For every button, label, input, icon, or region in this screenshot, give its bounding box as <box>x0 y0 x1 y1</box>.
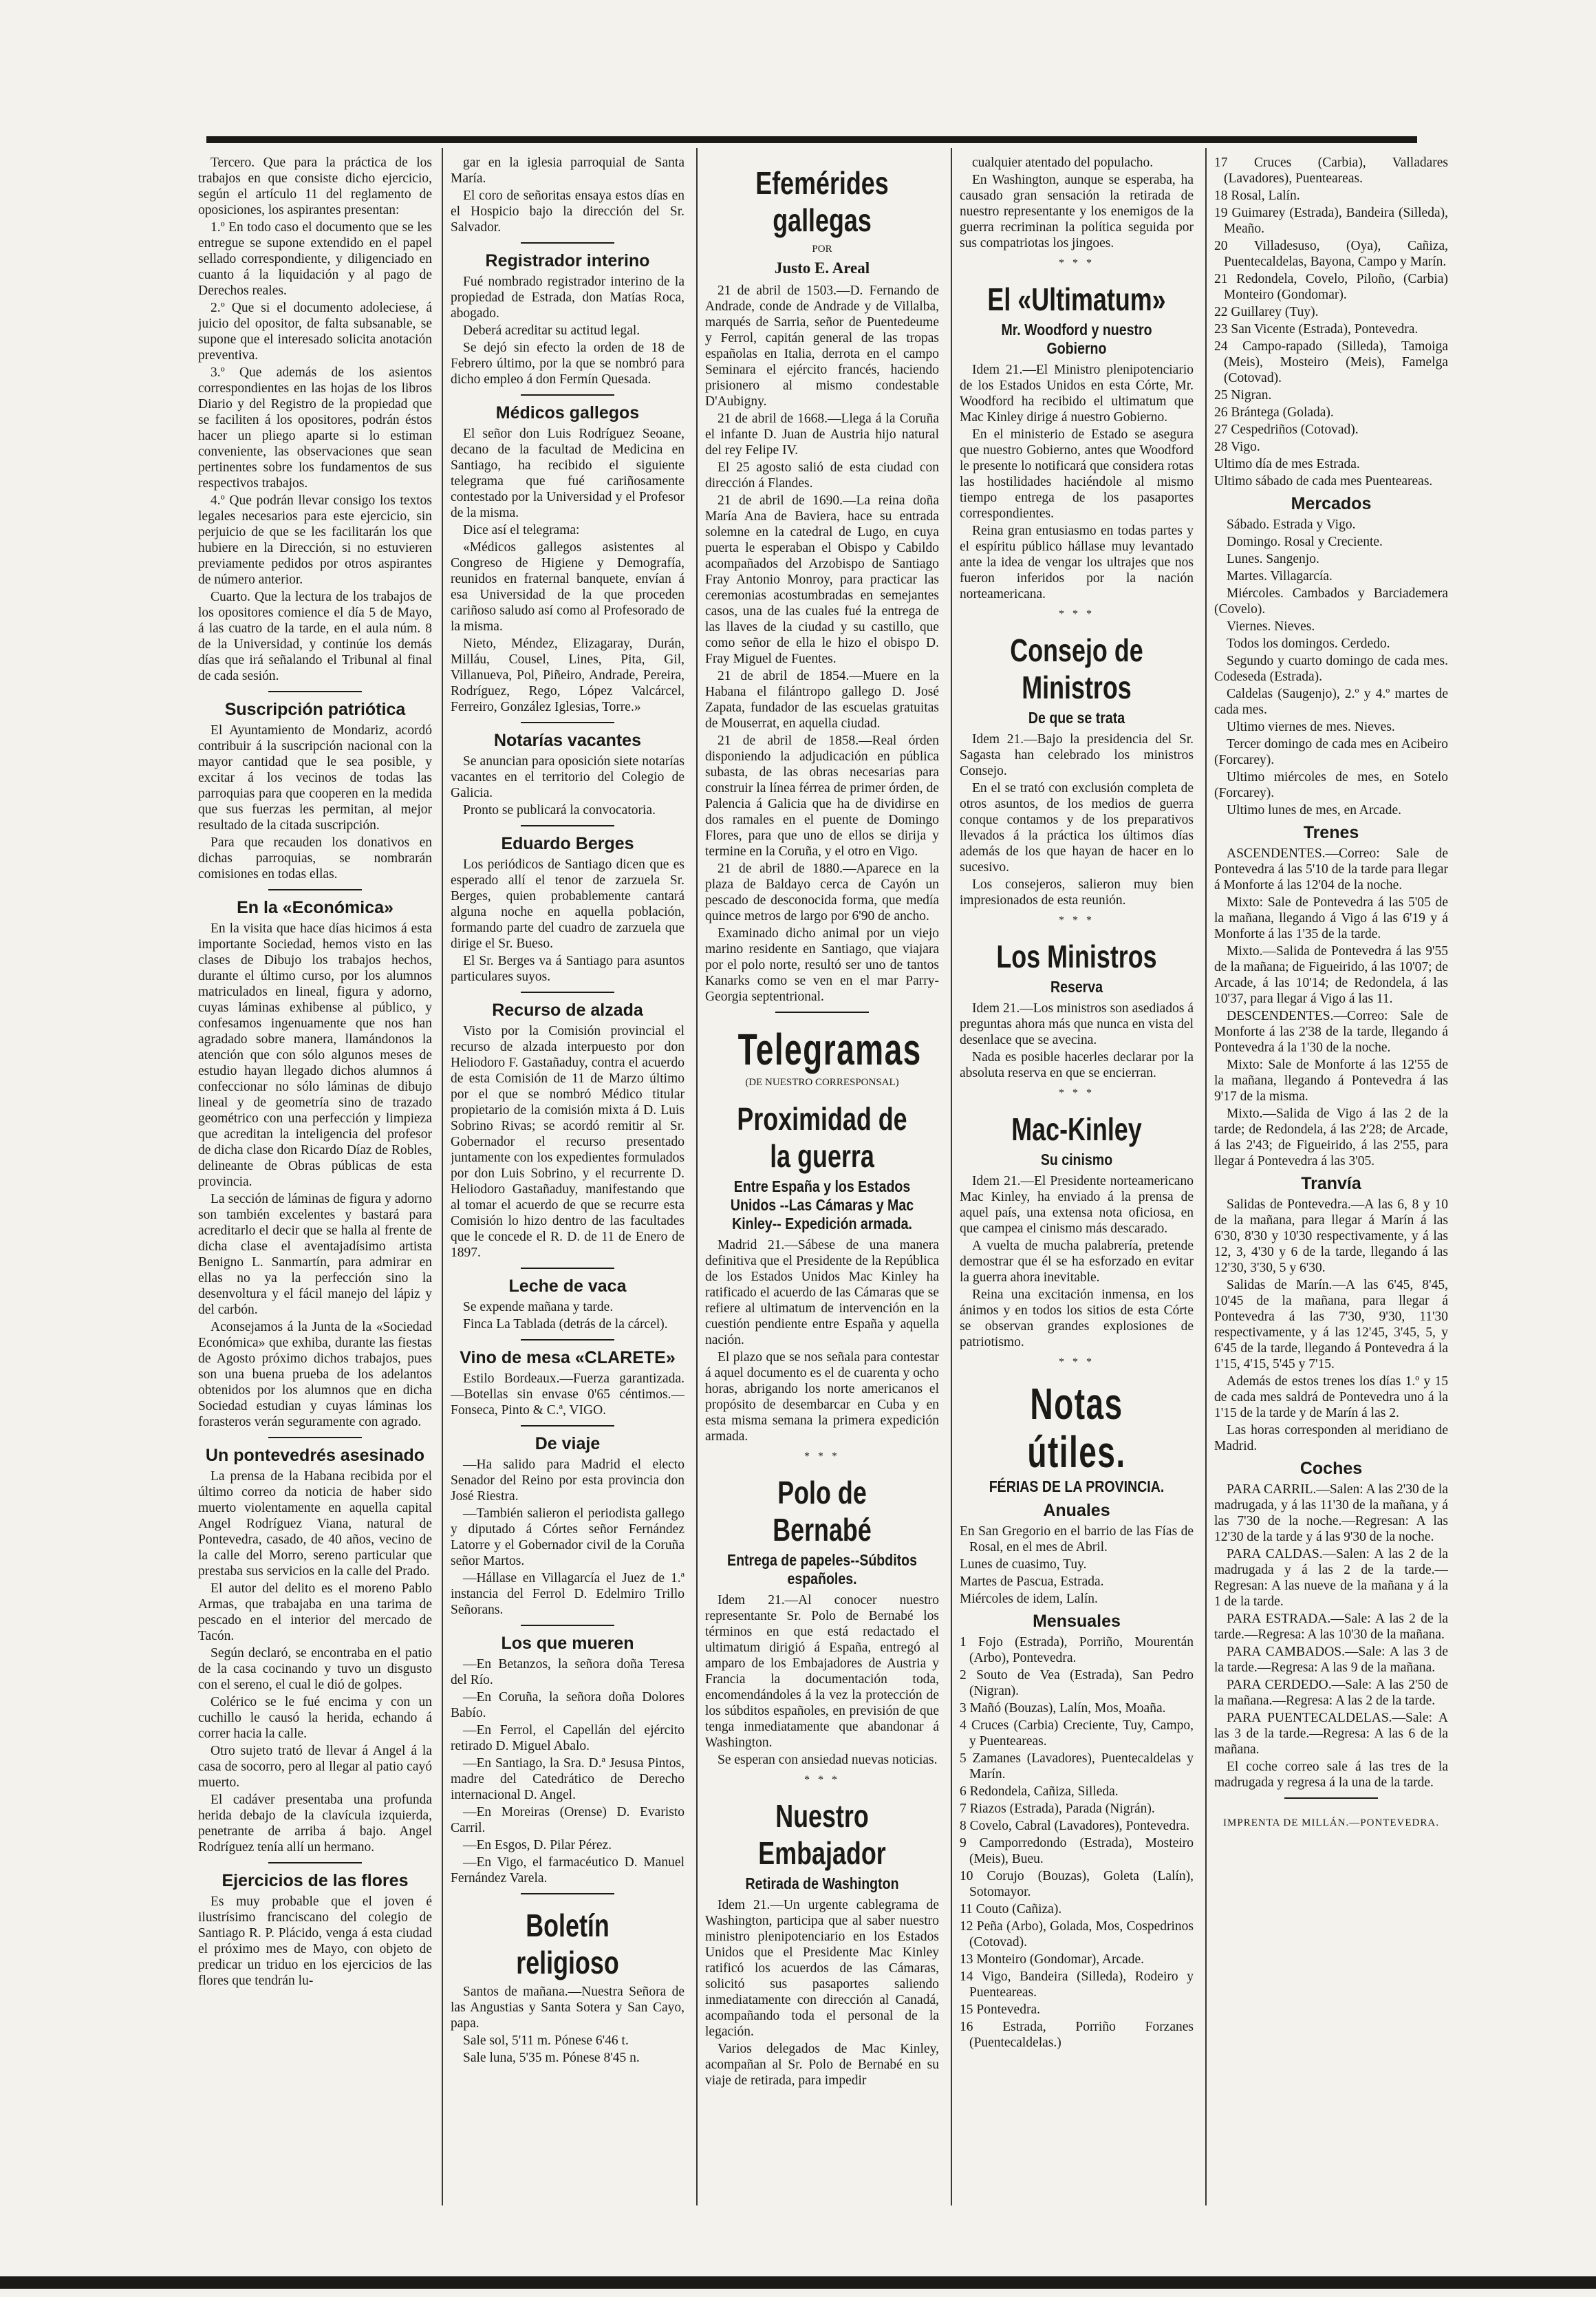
boletin-heading: Boletín religioso <box>516 1908 619 1980</box>
stars-ornament: * * * <box>804 1451 840 1462</box>
stars-ornament: * * * <box>1059 915 1094 926</box>
bottom-rule <box>0 2276 1596 2289</box>
paragraph: El coche correo sale á las tres de la madrugada y regresa á la una de la tarde. <box>1214 1760 1448 1790</box>
paragraph: El Sr. Berges va á Santiago para asuntos particulares suyos. <box>451 954 684 984</box>
article-body <box>960 731 1194 908</box>
article-body <box>960 1634 1194 2051</box>
paragraph: Se esperan con ansiedad nuevas noticias. <box>718 1753 938 1767</box>
paragraph: 21 de abril de 1880.—Aparece en la plaza de Baldayo cerca de Cayón un pescado de desconocida forma, que medía quince metros de largo por 6'90 de ancho. <box>705 862 939 923</box>
ferias-heading: FÉRIAS DE LA PROVINCIA. <box>989 1477 1165 1495</box>
paragraph: 4.º Que podrán llevar consigo los textos legales necesarios para este ejercicio, sin perjuicio de que se les facilitarán los que hubiere en la Dirección, si no estuvieren previamente pedidos por otros aspirantes de número anterior. <box>198 493 432 587</box>
mensuales-heading: Mensuales <box>1033 1612 1121 1631</box>
column-4 <box>960 155 1194 2212</box>
stars-ornament: * * * <box>1059 1356 1094 1368</box>
paragraph: Examinado dicho animal por un viejo marino residente en Santiago, que viajara por el polo norte, resultó ser uno de tantos Kanarks como se ven en el mar Parry-Georgia septentrional. <box>705 926 939 1004</box>
paragraph: 2.º Que si el documento adoleciese, á juicio del opositor, de falta subsanable, se supone que el interesado solicita anotación preventiva. <box>198 301 432 363</box>
paragraph: 10 Corujo (Bouzas), Goleta (Lalín), Sotomayor. <box>960 1869 1194 1899</box>
paragraph: Domingo. Rosal y Creciente. <box>1227 535 1383 549</box>
paragraph: gar en la iglesia parroquial de Santa María. <box>451 156 684 186</box>
paragraph: ASCENDENTES.—Correo: Sale de Pontevedra á las 5'10 de la tarde para llegar á Monforte á las 12'04 de la noche. <box>1214 846 1448 893</box>
paragraph: Ultimo lunes de mes, en Arcade. <box>1227 803 1401 818</box>
paragraph: Idem 21.—Bajo la presidencia del Sr. Sagasta han celebrado los ministros Consejo. <box>960 732 1194 778</box>
article-body <box>705 1592 939 1768</box>
section-heading: Suscripción patriótica <box>224 700 406 719</box>
telegram-heading: Polo de Bernabé <box>773 1475 872 1548</box>
paragraph: Sale sol, 5'11 m. Pónese 6'46 t. <box>463 2033 629 2048</box>
paragraph: cualquier atentado del populacho. <box>972 156 1154 170</box>
paragraph: 21 de abril de 1668.—Llega á la Coruña el infante D. Juan de Austria hijo natural del rey Felipe IV. <box>705 412 939 458</box>
telegramas-heading: Telegramas <box>737 1025 922 1074</box>
paragraph: Los periódicos de Santiago dicen que es esperado allí el tenor de zarzuela Sr. Berges, quien probablemente cantará alguna noche en aquella población, formando parte del cuadro de zarzuela que dirige el Sr. Bueso. <box>451 857 684 951</box>
paragraph: La sección de láminas de figura y adorno son también excelentes y bastará para acreditarlo el decir que se halla al frente de dicha clase el aventajadísimo artista Benigno L. Sanmartín, para admirar en ellas no ya la perfección sino la desenvoltura y el fácil manejo del lápiz y del carbón. <box>198 1192 432 1317</box>
paragraph: 2 Souto de Vea (Estrada), San Pedro (Nigran). <box>960 1668 1194 1698</box>
paragraph: PARA CALDAS.—Salen: A las 2 de la madrugada y á las 2 de la tarde.—Regresan: A las nueve de la mañana y á la 1 de la tarde. <box>1214 1547 1448 1609</box>
paragraph: 21 de abril de 1690.—La reina doña María Ana de Baviera, hace su entrada solemne en la catedral de Lugo, en cuya puerta le esperaban el Obispo y Cabildo acompañados del Arzobispo de Santiago Fray Antonio Monroy, para practicar las ceremonias acostumbradas en semejantes casos, una de las cuales fué la entrega de las llaves de la ciudad y su castillo, que como señor de ella le hizo el obispo D. Fray Miguel de Fuentes. <box>705 493 939 666</box>
paragraph: Miércoles. Cambados y Barciademera (Covelo). <box>1214 586 1448 617</box>
section-heading: Médicos gallegos <box>495 403 640 423</box>
paragraph: Sale luna, 5'35 m. Pónese 8'45 n. <box>463 2051 640 2065</box>
column-5 <box>1214 155 1448 2212</box>
paragraph: —En Santiago, la Sra. D.ª Jesusa Pintos, madre del Catedrático de Derecho internacional D. Angel. <box>451 1756 684 1802</box>
telegram-heading: Nuestro Embajador <box>758 1798 886 1871</box>
paragraph: Caldelas (Saugenjo), 2.º y 4.º martes de cada mes. <box>1214 687 1448 717</box>
article-body <box>1214 1197 1448 1454</box>
section-separator <box>451 1890 684 1897</box>
telegram-heading: Los Ministros <box>996 939 1157 974</box>
paragraph: El autor del delito es el moreno Pablo Armas, que trabajaba en una tarima de pescado en el interior del mercado de Tacón. <box>198 1581 432 1643</box>
paragraph: Reina una excitación inmensa, en los ánimos y en todos los sitios de esta Córte se observan grandes explosiones de patriotismo. <box>960 1288 1194 1349</box>
paragraph: En el ministerio de Estado se asegura que nuestro Gobierno, antes que Woodford le presente lo notificará que considera rotas las hostilidades haciéndole al mismo tiempo entrega de los pasaportes correspondientes. <box>960 427 1194 521</box>
paragraph: 18 Rosal, Lalín. <box>1214 189 1300 203</box>
section-separator <box>451 822 684 829</box>
paragraph: PARA ESTRADA.—Sale: A las 2 de la tarde.—Regresa: A las 10'30 de la mañana. <box>1214 1612 1448 1642</box>
paragraph: PARA PUENTECALDELAS.—Sale: A las 3 de la tarde.—Regresa: A las 6 de la mañana. <box>1214 1711 1448 1757</box>
paragraph: 21 de abril de 1854.—Muere en la Habana el filántropo gallego D. José Zapata, fundador de las escuelas gratuitas de Mouserrat, en aquella ciudad. <box>705 669 939 731</box>
paragraph: Salidas de Marín.—A las 6'45, 8'45, 10'45 de la mañana, para llegar á Pontevedra á las 7'30, 9'30, 11'30 respectivamente, y á las 12'45, 3'45, 5, y 6'45 de la tarde, llegando á Pontevedra á la 1'15, 4'15, 5'45 y 7'15. <box>1214 1278 1448 1371</box>
article-body <box>705 1237 939 1444</box>
paragraph: —En Vigo, el farmacéutico D. Manuel Fernández Varela. <box>451 1855 684 1885</box>
paragraph: 4 Cruces (Carbia) Creciente, Tuy, Campo, y Puenteareas. <box>960 1718 1194 1749</box>
paragraph: En San Gregorio en el barrio de las Fías de Rosal, en el mes de Abril. <box>960 1524 1194 1555</box>
article-body <box>451 1984 684 2066</box>
paragraph: 3 Mañó (Bouzas), Lalín, Mos, Moaña. <box>960 1701 1166 1716</box>
paragraph: —También salieron el periodista gallego y diputado á Córtes señor Fernández Latorre y el Gobernador civil de la Coruña señor Martos. <box>451 1506 684 1568</box>
byline-por: POR <box>812 244 832 255</box>
paragraph: —En Ferrol, el Capellán del ejército retirado D. Miguel Abalo. <box>451 1723 684 1753</box>
paragraph: Colérico se le fué encima y con un cuchillo le causó la herida, echando á correr hacia la calle. <box>198 1695 432 1741</box>
section-separator <box>451 1265 684 1272</box>
article-body <box>451 857 684 985</box>
article-body <box>198 921 432 1430</box>
article-body <box>198 1468 432 1855</box>
telegram-subheading: Su cinismo <box>1040 1151 1113 1168</box>
paragraph: 26 Brántega (Golada). <box>1214 405 1334 420</box>
column-3 <box>705 155 939 2212</box>
article-body <box>451 1371 684 1418</box>
telegram-subheading: De que se trata <box>1028 709 1125 727</box>
paragraph: El plazo que se nos señala para contestar á aquel documento es el de cuarenta y ocho horas, abrigando los norte americanos el propósito de desembarcar en Cuba y en esta misma semana la primera expedición armada. <box>705 1350 939 1444</box>
paragraph: Las horas corresponden al meridiano de Madrid. <box>1214 1423 1448 1453</box>
section-separator <box>451 1622 684 1629</box>
paragraph: —En Betanzos, la señora doña Teresa del Río. <box>451 1657 684 1687</box>
section-separator <box>198 1859 432 1866</box>
paragraph: 16 Estrada, Porriño Forzanes (Puentecaldelas.) <box>960 2020 1194 2050</box>
section-separator <box>1214 1795 1448 1802</box>
paragraph: 1.º En todo caso el documento que se les entregue se supone extendido en el papel sellado correspondiente, y diligenciado en cuanto á la liquidación y al pago de Derechos reales. <box>198 220 432 298</box>
paragraph: Es muy probable que el joven é ilustrísimo franciscano del colegio de Santiago R. P. Plácido, venga á esta ciudad el próximo mes de Mayo, con objeto de predicar un triduo en los ejercicios de las flores que tendrán lu- <box>198 1894 432 1988</box>
paragraph: El señor don Luis Rodríguez Seoane, decano de la facultad de Medicina en Santiago, ha recibido el siguiente telegrama que fué cariñosamente contestado por la Universidad y el Profesor de la misma. <box>451 427 684 520</box>
paragraph: Idem 21.—Los ministros son asediados á preguntas ahora más que nunca en vista del desenlace que se avecina. <box>960 1001 1194 1047</box>
paragraph: 24 Campo-rapado (Silleda), Tamoiga (Meis), Mosteiro (Meis), Famelga (Cotovad). <box>1214 339 1448 385</box>
paragraph: Ultimo viernes de mes. Nieves. <box>1227 720 1395 734</box>
paragraph: Pronto se publicará la convocatoria. <box>463 803 656 818</box>
article-body <box>198 155 432 684</box>
paragraph: DESCENDENTES.—Correo: Sale de Monforte á las 2'38 de la tarde, llegando á Pontevedra á la 1'30 de la noche. <box>1214 1009 1448 1055</box>
article-body <box>1214 517 1448 818</box>
article-body <box>705 283 939 1005</box>
paragraph: 21 Redondela, Covelo, Piloño, (Carbia) Monteiro (Gondomar). <box>1214 272 1448 302</box>
article-body <box>1214 1482 1448 1791</box>
paragraph: Se expende mañana y tarde. <box>463 1300 614 1314</box>
paragraph: Aconsejamos á la Junta de la «Sociedad Económica» que exhiba, durante las fiestas de Agosto próximo dichos trabajos, pues son una buena prueba de los adelantos obtenidos por los alumnos que en dicha Sociedad estudian y cuyas láminas los forasteros verán seguramente con agrado. <box>198 1320 432 1429</box>
top-rule <box>206 136 1417 143</box>
column-rule <box>951 148 952 2205</box>
paragraph: Fué nombrado registrador interino de la propiedad de Estrada, don Matías Roca, abogado. <box>451 275 684 321</box>
paragraph: 5 Zamanes (Lavadores), Puentecaldelas y Marín. <box>960 1751 1194 1782</box>
article-body <box>198 1894 432 1989</box>
paragraph: 12 Peña (Arbo), Golada, Mos, Cospedrinos (Cotovad). <box>960 1919 1194 1949</box>
section-heading: Mercados <box>1291 494 1372 513</box>
efemerides-heading: Efemérides gallegas <box>755 165 889 238</box>
section-separator <box>451 719 684 726</box>
paragraph: Según declaró, se encontraba en el patio de la casa cocinando y tuvo un disgusto con el sereno, el cual le dió de golpes. <box>198 1646 432 1692</box>
telegram-subheading: Retirada de Washington <box>745 1874 899 1892</box>
paragraph: Ultimo sábado de cada mes Puenteareas. <box>1214 474 1433 489</box>
paragraph: Visto por la Comisión provincial el recurso de alzada interpuesto por don Heliodoro F. Gastañaduy, contra el acuerdo de esta Comisión de 11 de Marzo último por el que se nombró Médico titular propietario de la comisión mixta á D. Luis Sobrino Rivas; se acordó remitir al Sr. Gobernador el recurso presentado juntamente con los expedientes formulados por don Luis Sobrino, y el recurrente D. Heliodoro Gastañaduy, manifestando que al tomar el acuerdo de que se recurre esta Comisión lo hizo dentro de las facultades que le concede el R. D. de 11 de Enero de 1897. <box>451 1024 684 1260</box>
printer-imprint: IMPRENTA DE MILLÁN.—PONTEVEDRA. <box>1223 1817 1439 1828</box>
section-heading: En la «Económica» <box>237 898 393 917</box>
column-1 <box>198 155 432 2212</box>
paragraph: Se dejó sin efecto la orden de 18 de Febrero último, por la que se nombró para dicho empleo á don Fermín Quesada. <box>451 341 684 387</box>
paragraph: Martes. Villagarcía. <box>1227 569 1333 584</box>
notas-heading: Notas útiles. <box>1027 1379 1126 1477</box>
paragraph: —Ha salido para Madrid el electo Senador del Reino por esta provincia don José Riestra. <box>451 1457 684 1504</box>
article-body <box>960 1173 1194 1350</box>
section-separator <box>198 1434 432 1441</box>
paragraph: PARA CERDEDO.—Sale: A las 2'50 de la mañana.—Regresa: A las 2 de la tarde. <box>1214 1678 1448 1708</box>
article-body <box>451 426 684 715</box>
paragraph: 7 Riazos (Estrada), Parada (Nigrán). <box>960 1802 1155 1816</box>
stars-ornament: * * * <box>1059 1087 1094 1099</box>
article-body <box>1214 155 1448 489</box>
section-heading: Los que mueren <box>501 1634 634 1653</box>
paragraph: Otro sujeto trató de llevar á Angel á la casa de socorro, pero al llegar al patio cayó muerto. <box>198 1744 432 1790</box>
stars-ornament: * * * <box>804 1774 840 1786</box>
article-body <box>198 723 432 882</box>
stars-ornament: * * * <box>1059 608 1094 620</box>
paragraph: 20 Villadesuso, (Oya), Cañiza, Puentecaldelas, Bayona, Campo y Marín. <box>1214 239 1448 269</box>
article-body <box>451 754 684 818</box>
article-body <box>451 1457 684 1618</box>
paragraph: Ultimo miércoles de mes, en Sotelo (Forcarey). <box>1214 770 1448 800</box>
paragraph: 25 Nigran. <box>1214 388 1272 403</box>
section-separator <box>451 1336 684 1343</box>
paragraph: El coro de señoritas ensaya estos días en el Hospicio bajo la dirección del Sr. Salvador. <box>451 189 684 235</box>
section-separator <box>451 392 684 398</box>
section-separator <box>705 1009 939 1016</box>
paragraph: —En Esgos, D. Pilar Pérez. <box>463 1838 612 1852</box>
section-heading: Eduardo Berges <box>501 834 634 853</box>
paragraph: 8 Covelo, Cabral (Lavadores), Pontevedra. <box>960 1819 1190 1833</box>
paragraph: —En Coruña, la señora doña Dolores Babío. <box>451 1690 684 1720</box>
article-body <box>960 155 1194 251</box>
paragraph: 14 Vigo, Bandeira (Silleda), Rodeiro y Puenteareas. <box>960 1969 1194 2000</box>
article-body <box>451 155 684 235</box>
paragraph: Estilo Bordeaux.—Fuerza garantizada.—Botellas sin envase 0'65 céntimos.—Fonseca, Pinto & C.ª, VIGO. <box>451 1371 684 1418</box>
paragraph: 23 San Vicente (Estrada), Pontevedra. <box>1214 322 1419 336</box>
section-separator <box>451 239 684 246</box>
paragraph: Salidas de Pontevedra.—A las 6, 8 y 10 de la mañana, para llegar á Marín á las 6'30, 8'30 y 10'30 respectivamente, y á las 12, 3, 4'30 y 6 de la tarde, llegando á las 12'30, 3'30, 5 y 6'30. <box>1214 1197 1448 1275</box>
paragraph: 3.º Que además de los asientos correspondientes en las hojas de los libros Diario y del Registro de la propiedad que se faciliten á los opositores, podrán éstos hacer un pliego aparte si lo estiman conveniente, las observaciones que sean pertinentes sobre los fundamentos de sus respectivos trabajos. <box>198 365 432 491</box>
section-separator <box>451 989 684 996</box>
paragraph: Santos de mañana.—Nuestra Señora de las Angustias y Santa Sotera y San Cayo, papa. <box>451 1985 684 2031</box>
telegram-heading: Consejo de Ministros <box>1010 632 1143 705</box>
paragraph: El Ayuntamiento de Mondariz, acordó contribuir á la suscripción nacional con la mayor cantidad que le sea posible, y excitar á los vecinos de todas las parroquias para que cooperen en la medida que sus fuerzas les permitan, al mejor resultado de la citada suscripción. <box>198 723 432 833</box>
article-body <box>451 1299 684 1332</box>
paragraph: Martes de Pascua, Estrada. <box>960 1574 1104 1589</box>
telegramas-subtitle: (DE NUESTRO CORRESPONSAL) <box>745 1077 899 1088</box>
paragraph: Lunes de cuasimo, Tuy. <box>960 1557 1087 1572</box>
paragraph: Idem 21.—Un urgente cablegrama de Washington, participa que al saber nuestro ministro plenipotenciario en los Estados Unidos que el Presidente Mac Kinley ratificó los acuerdos de las Cámaras, solicitó sus pasaportes saliendo inmediatamente con dirección al Canadá, acompañando toda el personal de la legación. <box>705 1898 939 2039</box>
paragraph: Idem 21.—El Presidente norteamericano Mac Kinley, ha enviado á la prensa de aquel país, una extensa nota oficiosa, en que campea el cinismo más descarado. <box>960 1174 1194 1236</box>
paragraph: «Médicos gallegos asistentes al Congreso de Higiene y Demografía, reunidos en fraternal banquete, envían á esa Universidad de la que proceden cariñoso saludo así como al Profesorado de la misma. <box>451 540 684 634</box>
paragraph: Se anuncian para oposición siete notarías vacantes en el territorio del Colegio de Galicia. <box>451 754 684 800</box>
section-heading: Recurso de alzada <box>492 1001 643 1020</box>
paragraph: Nada es posible hacerles declarar por la absoluta reserva en que se encierran. <box>960 1050 1194 1080</box>
section-heading: Tranvía <box>1301 1174 1361 1193</box>
telegram-heading: El «Ultimatum» <box>987 281 1166 317</box>
paragraph: Finca La Tablada (detrás de la cárcel). <box>463 1317 668 1332</box>
article-body <box>1214 846 1448 1169</box>
paragraph: 22 Guillarey (Tuy). <box>1214 305 1319 319</box>
section-separator <box>198 688 432 695</box>
paragraph: 21 de abril de 1503.—D. Fernando de Andrade, conde de Andrade y de Villalba, marqués de Sarria, señor de Puentedeume y Ferrol, capitán general de las tropas españolas en Italia, derrota en el campo Seminara el ejército francés, haciendo prisionero al mismo condestable D'Aubigny. <box>705 284 939 409</box>
paragraph: —Hállase en Villagarcía el Juez de 1.ª instancia del Ferrol D. Edelmiro Trillo Señorans. <box>451 1571 684 1617</box>
section-heading: Vino de mesa «CLARETE» <box>460 1348 676 1367</box>
article-body <box>705 1897 939 2088</box>
paragraph: —En Moreiras (Orense) D. Evaristo Carril. <box>451 1805 684 1835</box>
section-heading: Leche de vaca <box>508 1276 627 1296</box>
paragraph: PARA CARRIL.—Salen: A las 2'30 de la madrugada, y á las 11'30 de la mañana, y á las 7'30 de la noche.—Regresan: A las 12'30 de la tarde y á las 9'30 de la noche. <box>1214 1482 1448 1544</box>
paragraph: 13 Monteiro (Gondomar), Arcade. <box>960 1952 1145 1967</box>
paragraph: En la visita que hace días hicimos á esta importante Sociedad, hemos visto en las clases de Dibujo los trabajos hechos, durante el último curso, por los alumnos matriculados en lineal, figura y adorno, cuyas láminas exhibense al público, y confesamos ingenuamente que nos han agradado sobre manera, llamándonos la atención que con sólo algunos meses de estudio hayan llegado dichos alumnos á confeccionar no sólo láminas de dibujo lineal y de geometría sino de trazado geométrico con una perfección y limpieza que acreditan la inteligencia del profesor de dicha clase don Ricardo Díaz de Robles, delineante de Obras públicas de esta provincia. <box>198 921 432 1189</box>
paragraph: El 25 agosto salió de esta ciudad con dirección á Flandes. <box>705 460 939 491</box>
article-body <box>960 1001 1194 1081</box>
section-separator <box>198 886 432 893</box>
telegram-heading: Proximidad de la guerra <box>737 1101 907 1174</box>
paragraph: 21 de abril de 1858.—Real órden disponiendo la adjudicación en pública subasta, de las obras necesarias para construir la línea férrea de primer órden, de Palencia á Galicia que ha de dividirse en dos ramales en el puente de Domingo Flores, para que uno de ellos se dirija y termine en la Coruña, y el otro en Vigo. <box>705 734 939 859</box>
section-heading: Coches <box>1300 1459 1363 1478</box>
section-heading: Registrador interino <box>485 251 650 270</box>
column-2 <box>451 155 684 2212</box>
paragraph: Ultimo día de mes Estrada. <box>1214 457 1360 471</box>
paragraph: Deberá acreditar su actitud legal. <box>463 323 640 338</box>
paragraph: Miércoles de idem, Lalín. <box>960 1592 1098 1606</box>
telegram-subheading: Mr. Woodford y nuestro Gobierno <box>1001 321 1152 357</box>
paragraph: Mixto: Sale de Monforte á las 12'55 de la mañana, llegando á Pontevedra á las 9'17 de la misma. <box>1214 1058 1448 1104</box>
column-rule <box>1205 148 1207 2205</box>
paragraph: PARA CAMBADOS.—Sale: A las 3 de la tarde.—Regresa: A las 9 de la mañana. <box>1214 1645 1448 1675</box>
paragraph: 19 Guimarey (Estrada), Bandeira (Silleda), Meaño. <box>1214 206 1448 236</box>
byline-author: Justo E. Areal <box>774 259 870 277</box>
paragraph: Para que recauden los donativos en dichas parroquias, se nombrarán comisiones en todas ellas. <box>198 835 432 882</box>
paragraph: Dice así el telegrama: <box>463 523 580 537</box>
article-body <box>451 1656 684 1886</box>
paragraph: Viernes. Nieves. <box>1227 619 1315 634</box>
paragraph: A vuelta de mucha palabrería, pretende demostrar que él se ha esforzado en evitar la guerra ahora inevitable. <box>960 1239 1194 1285</box>
paragraph: Segundo y cuarto domingo de cada mes. Codeseda (Estrada). <box>1214 654 1448 684</box>
anuales-heading: Anuales <box>1043 1501 1110 1520</box>
paragraph: 28 Vigo. <box>1214 440 1260 454</box>
paragraph: Madrid 21.—Sábese de una manera definitiva que el Presidente de la República de los Estados Unidos Mac Kinley ha ratificado el acuerdo de las Cámaras que se refiere al ultimatum de intervención en la cuestión pendiente entre España y aquella nación. <box>705 1238 939 1347</box>
stars-ornament: * * * <box>1059 257 1094 269</box>
section-separator <box>451 1422 684 1429</box>
paragraph: En el se trató con exclusión completa de otros asuntos, de los medios de guerra conque contamos y de los preparativos llevados á la práctica los últimos días además de los que hayan de hacer en lo sucesivo. <box>960 781 1194 875</box>
paragraph: Nieto, Méndez, Elizagaray, Durán, Milláu, Cousel, Lines, Pita, Gil, Villanueva, Pol, Piñeiro, Andrade, Pereira, Rodríguez, Rego, López Valcárcel, Ferreiro, González Iglesias, Torre.» <box>451 637 684 714</box>
paragraph: Sábado. Estrada y Vigo. <box>1227 517 1356 532</box>
paragraph: Lunes. Sangenjo. <box>1227 552 1319 566</box>
paragraph: 17 Cruces (Carbia), Valladares (Lavadores), Puenteareas. <box>1214 156 1448 186</box>
paragraph: Idem 21.—Al conocer nuestro representante Sr. Polo de Bernabé los términos en que está redactado el ultimatum dirigió á España, entregó al amparo de los Embajadores de Austria y Francia la documentación toda, encomendándoles á la vez la protección de los súbditos españoles, en previsión de que tenga inmediatamente que abandonar á Washington. <box>705 1593 939 1750</box>
paragraph: Mixto.—Salida de Pontevedra á las 9'55 de la mañana; de Figueirido, á las 10'07; de Arcade, á las 10'14; de Redondela, á las 10'37, para llegar á Vigo á las 11. <box>1214 944 1448 1006</box>
section-heading: Notarías vacantes <box>493 731 641 750</box>
section-heading: De viaje <box>535 1434 601 1453</box>
paragraph: 6 Redondela, Cañiza, Silleda. <box>960 1784 1119 1799</box>
paragraph: Idem 21.—El Ministro plenipotenciario de los Estados Unidos en esta Córte, Mr. Woodford ha recibido el ultimatum que Mac Kinley dirige á nuestro Gobierno. <box>960 363 1194 425</box>
paragraph: Cuarto. Que la lectura de los trabajos de los opositores comience el día 5 de Mayo, á las cuatro de la tarde, en el aula núm. 8 de la Universidad, y continúe los demás días que irá señalando el Tribunal al final de cada sesión. <box>198 590 432 683</box>
paragraph: Tercero. Que para la práctica de los trabajos en que consiste dicho ejercicio, según el artículo 11 del reglamento de oposiciones, los aspirantes presentan: <box>198 156 432 217</box>
paragraph: La prensa de la Habana recibida por el último correo da noticia de haber sido muerto violentamente en aquella capital Angel Rodríguez Viana, natural de Pontevedra, casado, de 40 años, vecino de la calle del Morro, sereno particular que prestaba sus servicios en la calle del Prado. <box>198 1469 432 1579</box>
paragraph: Tercer domingo de cada mes en Acibeiro (Forcarey). <box>1214 737 1448 767</box>
telegram-subheading: Reserva <box>1050 978 1103 996</box>
telegram-heading: Mac-Kinley <box>1011 1111 1142 1147</box>
paragraph: 27 Cespedriños (Cotovad). <box>1214 423 1359 437</box>
section-heading: Trenes <box>1303 823 1359 842</box>
section-heading: Un pontevedrés asesinado <box>205 1446 425 1465</box>
article-body <box>451 1023 684 1261</box>
paragraph: 1 Fojo (Estrada), Porriño, Mourentán (Arbo), Pontevedra. <box>960 1635 1194 1665</box>
paragraph: El cadáver presentaba una profunda herida debajo de la clavícula izquierda, penetrante de arriba á bajo. Angel Rodríguez tenía allí un hermano. <box>198 1793 432 1855</box>
article-body <box>451 274 684 387</box>
paragraph: Mixto.—Salida de Vigo á las 2 de la tarde; de Redondela, á las 2'28; de Arcade, á las 2'43; de Figueirido, á las 2'55, para llegar á Pontevedra á las 3'05. <box>1214 1107 1448 1168</box>
paragraph: Además de estos trenes los días 1.º y 15 de cada mes saldrá de Pontevedra uno á la 1'15 de la tarde y de Marín á las 2. <box>1214 1374 1448 1420</box>
paragraph: Varios delegados de Mac Kinley, acompañan al Sr. Polo de Bernabé en su viaje de retirada, para impedir <box>705 2042 939 2088</box>
telegram-subheading: Entrega de papeles--Súbditos españoles. <box>727 1551 917 1588</box>
paragraph: 15 Pontevedra. <box>960 2002 1040 2017</box>
paragraph: 11 Couto (Cañiza). <box>960 1902 1062 1916</box>
article-body <box>960 362 1194 602</box>
column-rule <box>696 148 698 2205</box>
column-rule <box>442 148 443 2205</box>
paragraph: 9 Camporredondo (Estrada), Mosteiro (Meis), Bueu. <box>960 1836 1194 1866</box>
paragraph: Todos los domingos. Cerdedo. <box>1227 637 1390 651</box>
section-heading: Ejercicios de las flores <box>222 1871 409 1890</box>
paragraph: Los consejeros, salieron muy bien impresionados de esta reunión. <box>960 877 1194 908</box>
paragraph: Mixto: Sale de Pontevedra á las 5'05 de la mañana, llegando á Vigo á las 6'19 y á Monforte á las 1'35 de la tarde. <box>1214 895 1448 941</box>
paragraph: En Washington, aunque se esperaba, ha causado gran sensación la retirada de nuestro representante y los enemigos de la guerra recriminan la política seguida por sus compatriotas los jingoes. <box>960 173 1194 250</box>
article-body <box>960 1524 1194 1607</box>
telegram-subheading: Entre España y los Estados Unidos --Las Cámaras y Mac Kinley-- Expedición armada. <box>730 1177 914 1232</box>
paragraph: Reina gran entusiasmo en todas partes y el espíritu público hállase muy levantado ante la idea de vengar los ultrajes que nos fueron inferidos por la nación norteamericana. <box>960 524 1194 601</box>
